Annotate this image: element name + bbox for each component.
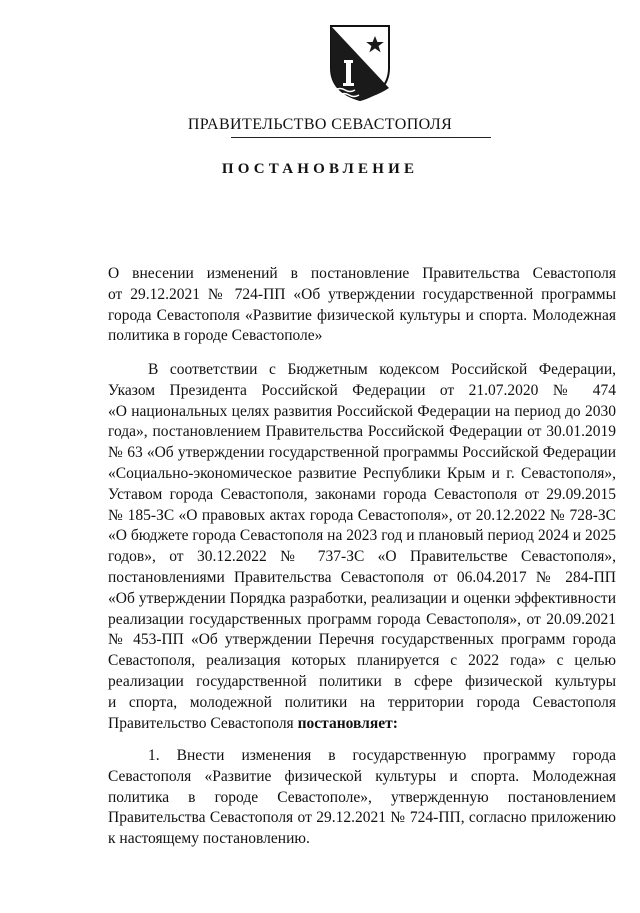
- document-type-heading: ПОСТАНОВЛЕНИЕ: [221, 161, 419, 177]
- subject-line: политика в городе Севастополе»: [108, 327, 323, 345]
- resolves-keyword: постановляет:: [297, 714, 398, 732]
- preamble-line: постановлениями Правительства Севастополя от 06.04.2017 № 284-ПП: [108, 568, 616, 586]
- preamble-line: и спорта, молодежной политики на территории города Севастополя: [108, 693, 616, 711]
- preamble-line: Указом Президента Российской Федерации от 21.07.2020 № 474: [108, 381, 616, 399]
- preamble-line: «Социально-экономическое развитие Республики Крым и г. Севастополя»,: [108, 464, 616, 482]
- preamble-line: года», постановлением Правительства Российской Федерации от 30.01.2019: [108, 423, 616, 441]
- preamble-final-text: Правительство Севастополя: [108, 714, 294, 732]
- preamble-line: № 453-ПП «Об утверждении Перечня государственных программ города: [108, 631, 616, 649]
- item-1-line: Правительства Севастополя от 29.12.2021 № 724-ПП, согласно приложению: [108, 809, 616, 827]
- preamble-line: Уставом города Севастополя, законами города Севастополя от 29.09.2015: [108, 485, 616, 503]
- preamble-line: реализации государственной политики в сфере физической культуры: [108, 672, 616, 690]
- item-1-line: Севастополя «Развитие физической культуры и спорта. Молодежная: [108, 767, 616, 785]
- preamble-line: реализации государственных программ города Севастополя», от 20.09.2021: [108, 610, 616, 628]
- organization-title: ПРАВИТЕЛЬСТВО СЕВАСТОПОЛЯ: [187, 116, 453, 133]
- preamble-line: «О бюджете города Севастополя на 2023 год и плановый период 2024 и 2025: [108, 527, 616, 545]
- item-1-line: 1. Внести изменения в государственную программу города: [148, 747, 616, 764]
- preamble-line: Севастополя, реализация которых планируется с 2022 года» с целью: [108, 652, 616, 670]
- preamble-line: № 63 «Об утверждении государственной программы Российской Федерации: [108, 444, 616, 462]
- item-1-paragraph: [108, 746, 616, 850]
- item-1-line: к настоящему постановлению.: [108, 830, 310, 848]
- subject-line: О внесении изменений в постановление Правительства Севастополя: [108, 265, 616, 282]
- preamble-final-line: [108, 714, 616, 735]
- subject-line: города Севастополя «Развитие физической культуры и спорта. Молодежная: [108, 306, 616, 324]
- preamble-line: «Об утверждении Порядка разработки, реализации и оценки эффективности: [108, 589, 616, 607]
- preamble-line: годов», от 30.12.2022 № 737-ЗС «О Правительстве Севастополя»,: [108, 548, 616, 566]
- preamble-line: № 185-ЗС «О правовых актах города Севастополя», от 20.12.2022 № 728-ЗС: [108, 506, 616, 524]
- subject-line: от 29.12.2021 № 724-ПП «Об утверждении государственной программы: [108, 285, 616, 303]
- title-underline: [231, 137, 491, 138]
- sevastopol-coat-of-arms-icon: [325, 22, 395, 102]
- document-subject: [108, 264, 616, 347]
- preamble-line: «О национальных целях развития Российской Федерации на период до 2030: [108, 402, 616, 420]
- item-1-line: политика в городе Севастополе», утвержденную постановлением: [108, 788, 616, 806]
- preamble-line: В соответствии с Бюджетным кодексом Российской Федерации,: [148, 361, 616, 378]
- preamble-paragraph: [108, 360, 616, 734]
